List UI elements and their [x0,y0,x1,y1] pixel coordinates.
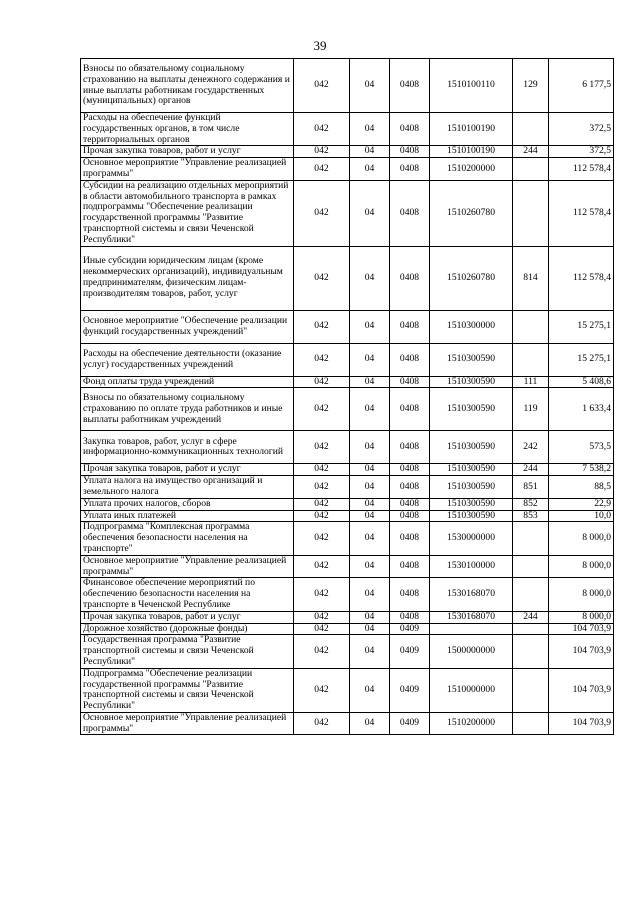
ministry-code-cell: 042 [294,310,350,343]
subsection-code-cell: 0408 [390,376,430,388]
amount-cell: 573,5 [549,431,614,464]
expense-name-cell: Государственная программа "Развитие транспортной системы и связи Чеченской Республики" [81,635,294,668]
subsection-code-cell: 0408 [390,578,430,611]
subsection-code-cell: 0408 [390,431,430,464]
target-article-cell: 1510300590 [430,431,513,464]
amount-cell: 6 177,5 [549,59,614,113]
section-code-cell: 04 [350,246,390,310]
section-code-cell: 04 [350,180,390,246]
table-row [81,246,614,310]
expense-name-cell: Расходы на обеспечение деятельности (оказание услуг) государственных учреждений [81,343,294,376]
table-row [81,635,614,668]
target-article-cell: 1510300590 [430,388,513,431]
ministry-code-cell: 042 [294,635,350,668]
section-code-cell: 04 [350,611,390,623]
subsection-code-cell: 0408 [390,59,430,113]
expense-name-cell: Прочая закупка товаров, работ и услуг [81,611,294,623]
table-row [81,146,614,158]
expense-type-cell [513,712,549,735]
amount-cell: 88,5 [549,476,614,499]
ministry-code-cell: 042 [294,431,350,464]
expense-type-cell [513,522,549,555]
expense-name-cell: Закупка товаров, работ, услуг в сфере информационно-коммуникационных технологий [81,431,294,464]
expense-type-cell [513,578,549,611]
subsection-code-cell: 0408 [390,146,430,158]
expense-name-cell: Основное мероприятие "Управление реализацией программы" [81,712,294,735]
expense-name-cell: Основное мероприятие "Управление реализацией программы" [81,158,294,181]
subsection-code-cell: 0409 [390,623,430,635]
subsection-code-cell: 0408 [390,522,430,555]
table-row [81,712,614,735]
expense-name-cell: Основное мероприятие "Обеспечение реализации функций государственных учреждений" [81,310,294,343]
ministry-code-cell: 042 [294,158,350,181]
expense-type-cell: 244 [513,464,549,476]
expense-name-cell: Взносы по обязательному социальному страхованию на выплаты денежного содержания и иные выплаты работникам государственных (муниципальных) органов [81,59,294,113]
amount-cell: 104 703,9 [549,668,614,712]
ministry-code-cell: 042 [294,498,350,510]
subsection-code-cell: 0408 [390,158,430,181]
section-code-cell: 04 [350,388,390,431]
section-code-cell: 04 [350,343,390,376]
amount-cell: 8 000,0 [549,611,614,623]
target-article-cell: 1510100190 [430,113,513,146]
expense-type-cell: 119 [513,388,549,431]
target-article-cell: 1530168070 [430,611,513,623]
target-article-cell: 1510200000 [430,712,513,735]
ministry-code-cell: 042 [294,464,350,476]
ministry-code-cell: 042 [294,146,350,158]
table-row [81,431,614,464]
target-article-cell: 1530000000 [430,522,513,555]
subsection-code-cell: 0408 [390,310,430,343]
section-code-cell: 04 [350,498,390,510]
expense-type-cell: 851 [513,476,549,499]
ministry-code-cell: 042 [294,476,350,499]
ministry-code-cell: 042 [294,522,350,555]
subsection-code-cell: 0408 [390,476,430,499]
section-code-cell: 04 [350,555,390,578]
ministry-code-cell: 042 [294,343,350,376]
ministry-code-cell: 042 [294,578,350,611]
amount-cell: 104 703,9 [549,635,614,668]
section-code-cell: 04 [350,376,390,388]
section-code-cell: 04 [350,146,390,158]
expense-type-cell: 242 [513,431,549,464]
budget-table [80,58,614,735]
expense-type-cell: 852 [513,498,549,510]
section-code-cell: 04 [350,668,390,712]
section-code-cell: 04 [350,158,390,181]
table-row [81,59,614,113]
expense-type-cell [513,113,549,146]
expense-name-cell: Прочая закупка товаров, работ и услуг [81,464,294,476]
expense-name-cell: Подпрограмма "Комплексная программа обеспечения безопасности населения на транспорте" [81,522,294,555]
expense-type-cell [513,310,549,343]
ministry-code-cell: 042 [294,180,350,246]
table-row [81,522,614,555]
expense-type-cell [513,635,549,668]
target-article-cell: 1510260780 [430,246,513,310]
table-row [81,158,614,181]
target-article-cell: 1510300000 [430,310,513,343]
subsection-code-cell: 0409 [390,668,430,712]
target-article-cell: 1510300590 [430,498,513,510]
expense-type-cell [513,343,549,376]
table-row [81,113,614,146]
target-article-cell: 1530100000 [430,555,513,578]
expense-type-cell: 814 [513,246,549,310]
ministry-code-cell: 042 [294,623,350,635]
amount-cell: 15 275,1 [549,310,614,343]
expense-name-cell: Взносы по обязательному социальному страхованию по оплате труда работников и иные выплаты работникам учреждений [81,388,294,431]
section-code-cell: 04 [350,522,390,555]
amount-cell: 5 408,6 [549,376,614,388]
table-row [81,578,614,611]
subsection-code-cell: 0408 [390,510,430,522]
target-article-cell: 1510200000 [430,158,513,181]
table-row [81,376,614,388]
section-code-cell: 04 [350,431,390,464]
table-row [81,498,614,510]
expense-name-cell: Уплата налога на имущество организаций и земельного налога [81,476,294,499]
section-code-cell: 04 [350,59,390,113]
target-article-cell: 1510000000 [430,668,513,712]
amount-cell: 7 538,2 [549,464,614,476]
expense-type-cell: 244 [513,146,549,158]
expense-type-cell [513,555,549,578]
table-row [81,476,614,499]
ministry-code-cell: 042 [294,668,350,712]
subsection-code-cell: 0408 [390,555,430,578]
expense-type-cell [513,623,549,635]
amount-cell: 10,0 [549,510,614,522]
ministry-code-cell: 042 [294,555,350,578]
target-article-cell: 1510100110 [430,59,513,113]
amount-cell: 104 703,9 [549,712,614,735]
amount-cell: 112 578,4 [549,158,614,181]
subsection-code-cell: 0408 [390,498,430,510]
target-article-cell: 1510300590 [430,476,513,499]
table-row [81,388,614,431]
amount-cell: 22,9 [549,498,614,510]
expense-name-cell: Подпрограмма "Обеспечение реализации государственной программы "Развитие транспортной системы и связи Чеченской Республики" [81,668,294,712]
target-article-cell [430,623,513,635]
amount-cell: 112 578,4 [549,180,614,246]
expense-name-cell: Уплата иных платежей [81,510,294,522]
subsection-code-cell: 0408 [390,464,430,476]
section-code-cell: 04 [350,623,390,635]
ministry-code-cell: 042 [294,376,350,388]
expense-type-cell: 129 [513,59,549,113]
expense-type-cell [513,180,549,246]
ministry-code-cell: 042 [294,388,350,431]
table-row [81,310,614,343]
subsection-code-cell: 0408 [390,388,430,431]
table-row [81,555,614,578]
subsection-code-cell: 0408 [390,180,430,246]
expense-name-cell: Фонд оплаты труда учреждений [81,376,294,388]
section-code-cell: 04 [350,310,390,343]
table-row [81,623,614,635]
target-article-cell: 1510300590 [430,510,513,522]
expense-name-cell: Субсидии на реализацию отдельных мероприятий в области автомобильного транспорта в рамках подпрограммы "Обеспечение реализации государственной программы "Развитие транспортной системы и связи Чеченской Республики" [81,180,294,246]
expense-type-cell: 244 [513,611,549,623]
amount-cell: 112 578,4 [549,246,614,310]
subsection-code-cell: 0409 [390,635,430,668]
section-code-cell: 04 [350,464,390,476]
section-code-cell: 04 [350,635,390,668]
budget-table-body [81,59,614,735]
expense-name-cell: Расходы на обеспечение функций государственных органов, в том числе территориальных органов [81,113,294,146]
ministry-code-cell: 042 [294,510,350,522]
section-code-cell: 04 [350,578,390,611]
table-row [81,510,614,522]
expense-type-cell: 853 [513,510,549,522]
expense-type-cell [513,668,549,712]
target-article-cell: 1530168070 [430,578,513,611]
amount-cell: 8 000,0 [549,522,614,555]
subsection-code-cell: 0408 [390,343,430,376]
table-row [81,180,614,246]
target-article-cell: 1510100190 [430,146,513,158]
subsection-code-cell: 0409 [390,712,430,735]
page-number: 39 [313,38,327,53]
section-code-cell: 04 [350,712,390,735]
expense-name-cell: Основное мероприятие "Управление реализацией программы" [81,555,294,578]
section-code-cell: 04 [350,476,390,499]
amount-cell: 372,5 [549,146,614,158]
table-row [81,668,614,712]
target-article-cell: 1510300590 [430,464,513,476]
ministry-code-cell: 042 [294,59,350,113]
expense-type-cell: 111 [513,376,549,388]
expense-name-cell: Прочая закупка товаров, работ и услуг [81,146,294,158]
amount-cell: 8 000,0 [549,555,614,578]
expense-name-cell: Иные субсидии юридическим лицам (кроме некоммерческих организаций), индивидуальным предпринимателям, физическим лицам-производителям товаров, работ, услуг [81,246,294,310]
expense-name-cell: Дорожное хозяйство (дорожные фонды) [81,623,294,635]
expense-name-cell: Уплата прочих налогов, сборов [81,498,294,510]
ministry-code-cell: 042 [294,611,350,623]
expense-type-cell [513,158,549,181]
ministry-code-cell: 042 [294,712,350,735]
table-row [81,464,614,476]
target-article-cell: 1500000000 [430,635,513,668]
target-article-cell: 1510300590 [430,376,513,388]
amount-cell: 15 275,1 [549,343,614,376]
subsection-code-cell: 0408 [390,246,430,310]
section-code-cell: 04 [350,510,390,522]
table-row [81,611,614,623]
expense-name-cell: Финансовое обеспечение мероприятий по обеспечению безопасности населения на транспорте в Чеченской Республике [81,578,294,611]
amount-cell: 372,5 [549,113,614,146]
subsection-code-cell: 0408 [390,611,430,623]
amount-cell: 1 633,4 [549,388,614,431]
amount-cell: 104 703,9 [549,623,614,635]
amount-cell: 8 000,0 [549,578,614,611]
target-article-cell: 1510300590 [430,343,513,376]
section-code-cell: 04 [350,113,390,146]
ministry-code-cell: 042 [294,113,350,146]
ministry-code-cell: 042 [294,246,350,310]
subsection-code-cell: 0408 [390,113,430,146]
table-row [81,343,614,376]
target-article-cell: 1510260780 [430,180,513,246]
